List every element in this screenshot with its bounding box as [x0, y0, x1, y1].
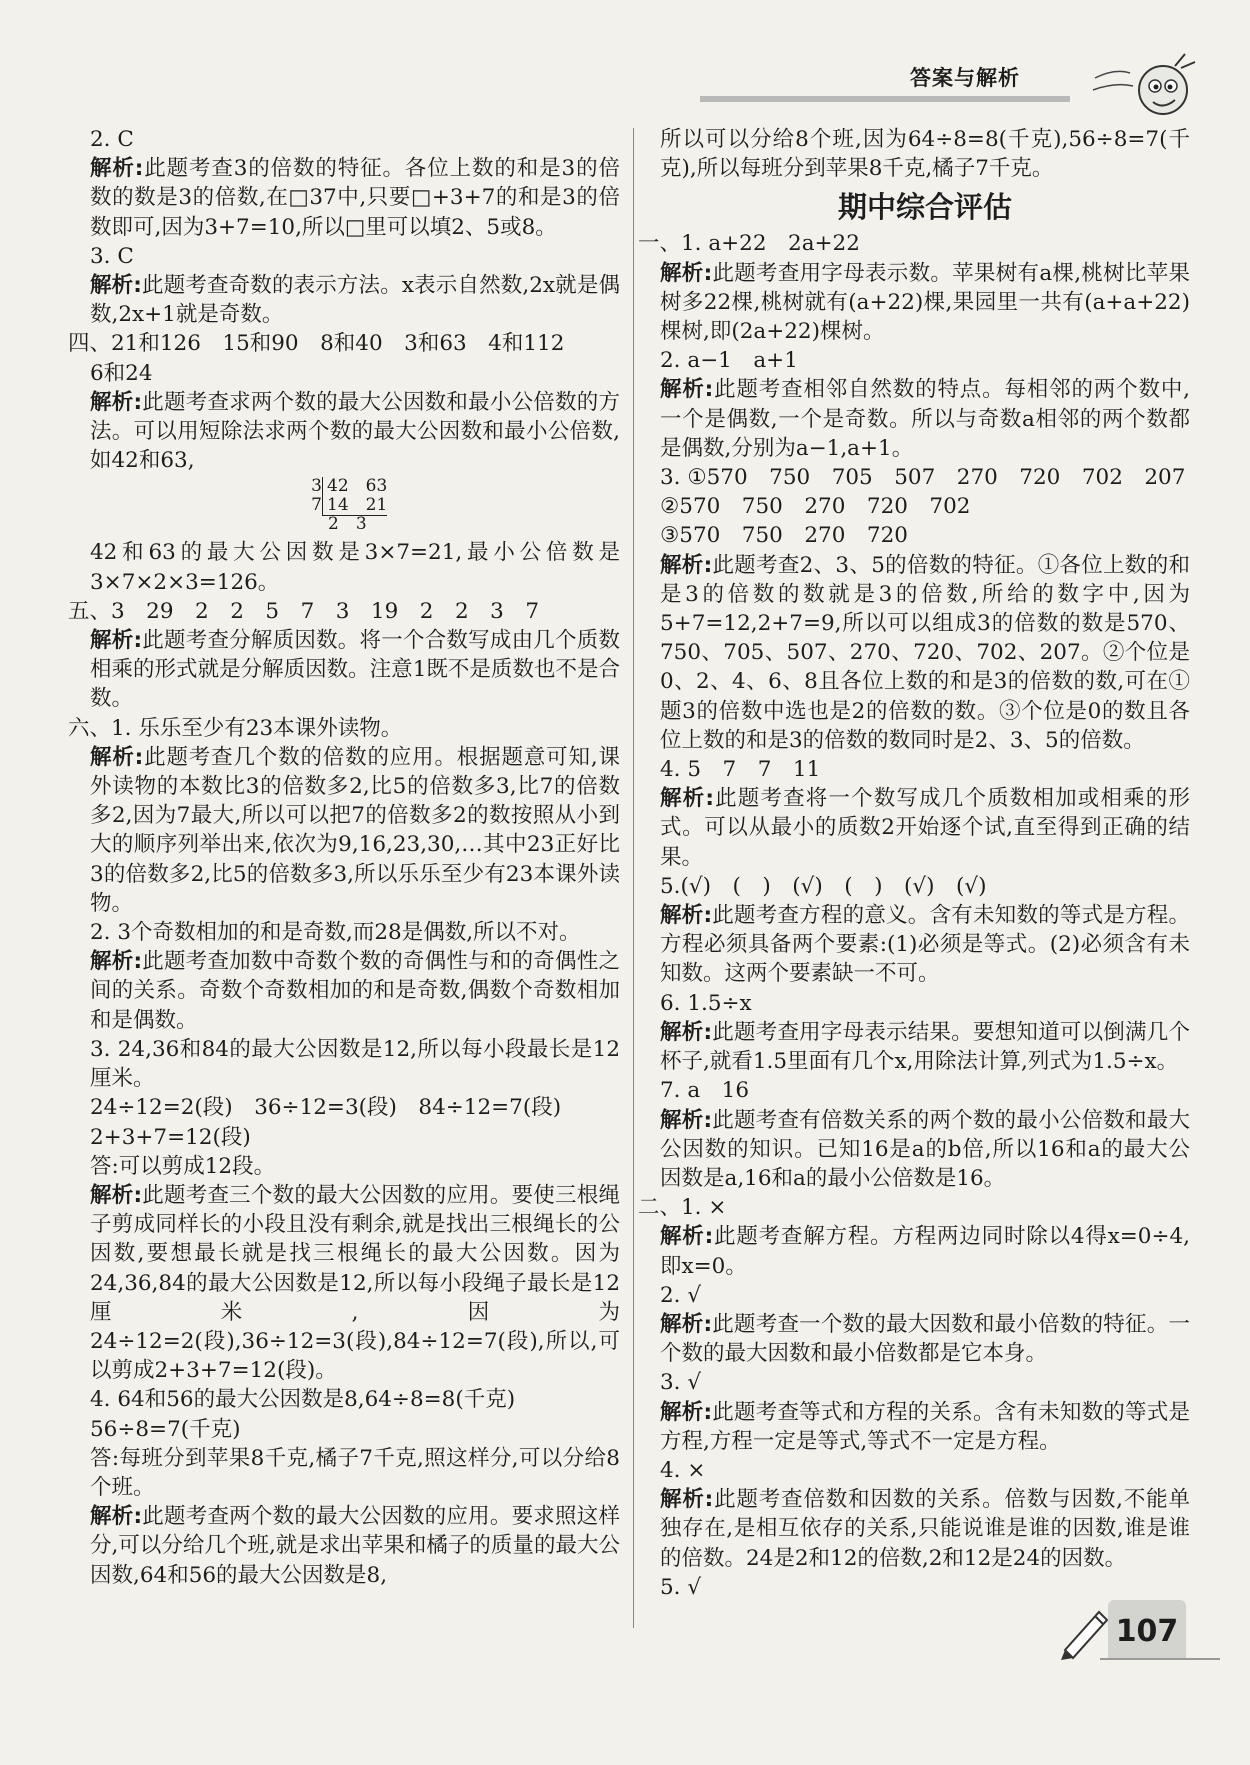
text: 此题考查三个数的最大公因数的应用。要使三根绳子剪成同样长的小段且没有剩余,就是找出三根绳长的公因数,要想最长就是找三根绳长的最大公因数。因为24,36,84的最大公因数是12,所以每小段绳子最长是12厘米,因为24÷12=2(段),36÷12=3(段),84÷12=7(段),所以,可以剪成2+3+7=12(段)。	[90, 1182, 620, 1384]
footer-rule	[1100, 1658, 1220, 1660]
section-title: 期中综合评估	[837, 190, 1012, 225]
text: 5.(√) ( ) (√) ( ) (√) (√)	[660, 873, 987, 899]
explanation	[90, 1181, 620, 1385]
explanation-label: 解析:	[90, 1504, 143, 1530]
text: 3. 24,36和84的最大公因数是12,所以每小段最长是12厘米。	[90, 1036, 620, 1092]
text: 此题考查一个数的最大因数和最小倍数的特征。一个数的最大因数和最小倍数都是它本身。	[660, 1311, 1190, 1367]
text: 此题考查分解质因数。将一个合数写成由几个质数相乘的形式就是分解质因数。注意1既不是质数也不是合数。	[90, 628, 620, 712]
text: ②570 750 270 720 702	[660, 494, 971, 520]
text: 此题考查几个数的倍数的应用。根据题意可知,课外读物的本数比3的倍数多2,比5的倍数多3,比7的倍数多2,因为7最大,所以可以把7的倍数多2的数按照从小到大的顺序列举出来,依次为9,16,23,30,…其中23正好比3的倍数多2,比5的倍数多3,所以乐乐至少有23本课外读物。	[90, 744, 620, 916]
explanation-label: 解析:	[660, 1019, 713, 1045]
page-number: 107	[1115, 1614, 1179, 1649]
text: 此题考查奇数的表示方法。x表示自然数,2x就是偶数,2x+1就是奇数。	[90, 273, 620, 328]
explanation-label: 解析:	[90, 1182, 143, 1208]
answer	[660, 1281, 1190, 1310]
answer	[660, 125, 1190, 183]
text: 六、1. 乐乐至少有23本课外读物。	[68, 715, 403, 741]
answer	[660, 463, 1190, 492]
header-rule	[700, 96, 1070, 102]
answer	[90, 1123, 620, 1152]
text: 4. 64和56的最大公因数是8,64÷8=8(千克)	[90, 1387, 516, 1413]
answer	[660, 492, 1190, 521]
text: 四、21和126 15和90 8和40 3和63 4和112	[68, 331, 565, 357]
explanation	[90, 154, 620, 242]
divisor: 3	[311, 476, 322, 497]
answer	[660, 346, 1190, 375]
text: 此题考查两个数的最大公因数的应用。要求照这样分,可以分给几个班,就是求出苹果和橘子的质量的最大公因数,64和56的最大公因数是8,	[90, 1504, 620, 1588]
explanation-label: 解析:	[90, 744, 144, 770]
dividends: 14 21	[322, 496, 387, 516]
explanation	[660, 551, 1190, 755]
text: 此题考查2、3、5的倍数的特征。①各位上数的和是3的倍数的数就是3的倍数,所给的数字中,因为5+7=12,2+7=9,所以可以组成3的倍数的数是570、750、705、507、270、720、702、207。②个位是0、2、4、6、8且各位上数的和是3的倍数的数,可在①题3的倍数中选也是2的倍数的数。③个位是0的数且各位上数的和是3的倍数的数同时是2、3、5的倍数。	[660, 552, 1190, 753]
text: 56÷8=7(千克)	[90, 1416, 241, 1442]
text: 此题考查用字母表示数。苹果树有a棵,桃树比苹果树多22棵,桃树就有(a+22)棵,果园里一共有(a+a+22)棵树,即(2a+22)棵树。	[660, 260, 1190, 345]
section-answer	[68, 329, 620, 358]
explanation	[90, 743, 620, 918]
explanation	[90, 1502, 620, 1590]
text: 此题考查求两个数的最大公因数和最小公倍数的方法。可以用短除法求两个数的最大公因数和最小公倍数,如42和63,	[90, 389, 620, 474]
text: 6. 1.5÷x	[660, 990, 752, 1016]
explanation	[660, 1398, 1190, 1456]
text: 此题考查3的倍数的特征。各位上数的和是3的倍数的数是3的倍数,在□37中,只要□+3+7的和是3的倍数即可,因为3+7=10,所以□里可以填2、5或8。	[90, 156, 620, 240]
answer	[90, 359, 620, 388]
text: 此题考查用字母表示结果。要想知道可以倒满几个杯子,就看1.5里面有几个x,用除法计算,列式为1.5÷x。	[660, 1019, 1190, 1075]
text: 3. ①570 750 705 507 270 720 702 207	[660, 465, 1186, 491]
explanation-label: 解析:	[90, 628, 143, 654]
text: 5. √	[660, 1574, 702, 1600]
answer	[660, 1573, 1190, 1602]
text: 2. √	[660, 1282, 702, 1308]
text: 7. a 16	[660, 1078, 750, 1104]
explanation	[660, 1222, 1190, 1280]
text: ③570 750 270 720	[660, 523, 908, 549]
mascot-logo-icon	[1085, 48, 1205, 128]
text: 二、1. ×	[638, 1195, 727, 1221]
text: 此题考查倍数和因数的关系。倍数与因数,不能单独存在,是相互依存的关系,只能说谁是谁的因数,谁是谁的倍数。24是2和12的倍数,2和12是24的因数。	[660, 1487, 1190, 1571]
answer	[660, 521, 1190, 550]
explanation	[90, 947, 620, 1035]
answer	[660, 1456, 1190, 1485]
explanation-label: 解析:	[660, 1107, 713, 1133]
left-column	[68, 125, 620, 1590]
explanation-label: 解析:	[660, 903, 713, 929]
text: 答:可以剪成12段。	[90, 1153, 276, 1179]
answer	[90, 1035, 620, 1093]
text: 五、3 29 2 2 5 7 3 19 2 2 3 7	[68, 598, 540, 624]
text: 此题考查将一个数写成几个质数相加或相乘的形式。可以从最小的质数2开始逐个试,直至得到正确的结果。	[660, 786, 1190, 870]
answer	[660, 872, 1190, 901]
answer	[90, 242, 620, 271]
text: 3. C	[90, 243, 134, 269]
page-header	[0, 0, 1250, 120]
quotients: 2 3	[328, 514, 367, 535]
answer	[90, 1152, 620, 1181]
answer	[660, 1368, 1190, 1397]
section-answer	[638, 1193, 1190, 1222]
text: 此题考查有倍数关系的两个数的最小公倍数和最大公因数的知识。已知16是a的b倍,所以16和a的最大公因数是a,16和a的最小公倍数是16。	[660, 1107, 1190, 1191]
answer	[90, 1444, 620, 1502]
dividends: 42 63	[322, 477, 387, 496]
section-answer	[638, 229, 1190, 258]
explanation-label: 解析:	[660, 1399, 713, 1425]
explanation	[660, 259, 1190, 347]
section-answer	[68, 597, 620, 626]
section-answer	[68, 714, 620, 743]
explanation	[660, 1106, 1190, 1194]
text: 2+3+7=12(段)	[90, 1124, 251, 1150]
text: 此题考查方程的意义。含有未知数的等式是方程。方程必须具备两个要素:(1)必须是等式。(2)必须含有未知数。这两个要素缺一不可。	[660, 903, 1190, 987]
column-divider	[633, 128, 634, 1628]
text: 答:每班分到苹果8千克,橘子7千克,照这样分,可以分给8个班。	[90, 1445, 620, 1500]
explanation	[90, 271, 620, 329]
explanation-label: 解析:	[90, 389, 143, 415]
explanation-label: 解析:	[660, 1311, 713, 1337]
divisor: 7	[311, 495, 322, 516]
text: 4. ×	[660, 1457, 706, 1483]
answer	[90, 125, 620, 154]
text: 2. a−1 a+1	[660, 348, 798, 374]
explanation	[660, 1485, 1190, 1573]
explanation-label: 解析:	[90, 273, 142, 299]
text: 一、1. a+22 2a+22	[638, 231, 860, 257]
explanation-label: 解析:	[90, 949, 143, 975]
explanation-label: 解析:	[660, 1224, 714, 1250]
explanation-label: 解析:	[660, 260, 713, 286]
text: 42和63的最大公因数是3×7=21,最小公倍数是3×7×2×3=126。	[90, 540, 620, 595]
explanation-label: 解析:	[660, 552, 713, 578]
explanation	[660, 901, 1190, 989]
text: 此题考查加数中奇数个数的奇偶性与和的奇偶性之间的关系。奇数个奇数相加的和是奇数,偶数个奇数相加和是偶数。	[90, 949, 620, 1033]
text: 所以可以分给8个班,因为64÷8=8(千克),56÷8=7(千克),所以每班分到苹果8千克,橘子7千克。	[660, 127, 1190, 182]
explanation-label: 解析:	[90, 156, 144, 182]
answer	[90, 1415, 620, 1444]
explanation-label: 解析:	[660, 786, 714, 812]
text: 6和24	[90, 360, 153, 386]
answer	[660, 989, 1190, 1018]
explanation	[660, 1018, 1190, 1076]
short-division-example	[308, 477, 620, 534]
header-title: 答案与解析	[910, 66, 1020, 90]
answer	[90, 1093, 620, 1122]
explanation	[660, 375, 1190, 463]
text: 24÷12=2(段) 36÷12=3(段) 84÷12=7(段)	[90, 1095, 562, 1121]
explanation	[90, 626, 620, 714]
text: 2. C	[90, 127, 134, 152]
explanation	[660, 1310, 1190, 1368]
text: 2. 3个奇数相加的和是奇数,而28是偶数,所以不对。	[90, 920, 581, 946]
text: 4. 5 7 7 11	[660, 757, 821, 783]
answer	[90, 1385, 620, 1414]
text: 3. √	[660, 1370, 702, 1396]
text: 此题考查解方程。方程两边同时除以4得x=0÷4,即x=0。	[660, 1224, 1190, 1279]
answer	[90, 538, 620, 596]
answer	[90, 918, 620, 947]
explanation	[660, 784, 1190, 872]
explanation	[90, 388, 620, 476]
explanation-label: 解析:	[660, 1487, 714, 1513]
text: 此题考查相邻自然数的特点。每相邻的两个数中,一个是偶数,一个是奇数。所以与奇数a相邻的两个数都是偶数,分别为a−1,a+1。	[660, 377, 1190, 461]
explanation-label: 解析:	[660, 377, 714, 403]
right-column	[638, 125, 1190, 1602]
pencil-icon	[1055, 1600, 1115, 1660]
answer	[660, 755, 1190, 784]
text: 此题考查等式和方程的关系。含有未知数的等式是方程,方程一定是等式,等式不一定是方程。	[660, 1399, 1190, 1454]
answer	[660, 1076, 1190, 1105]
